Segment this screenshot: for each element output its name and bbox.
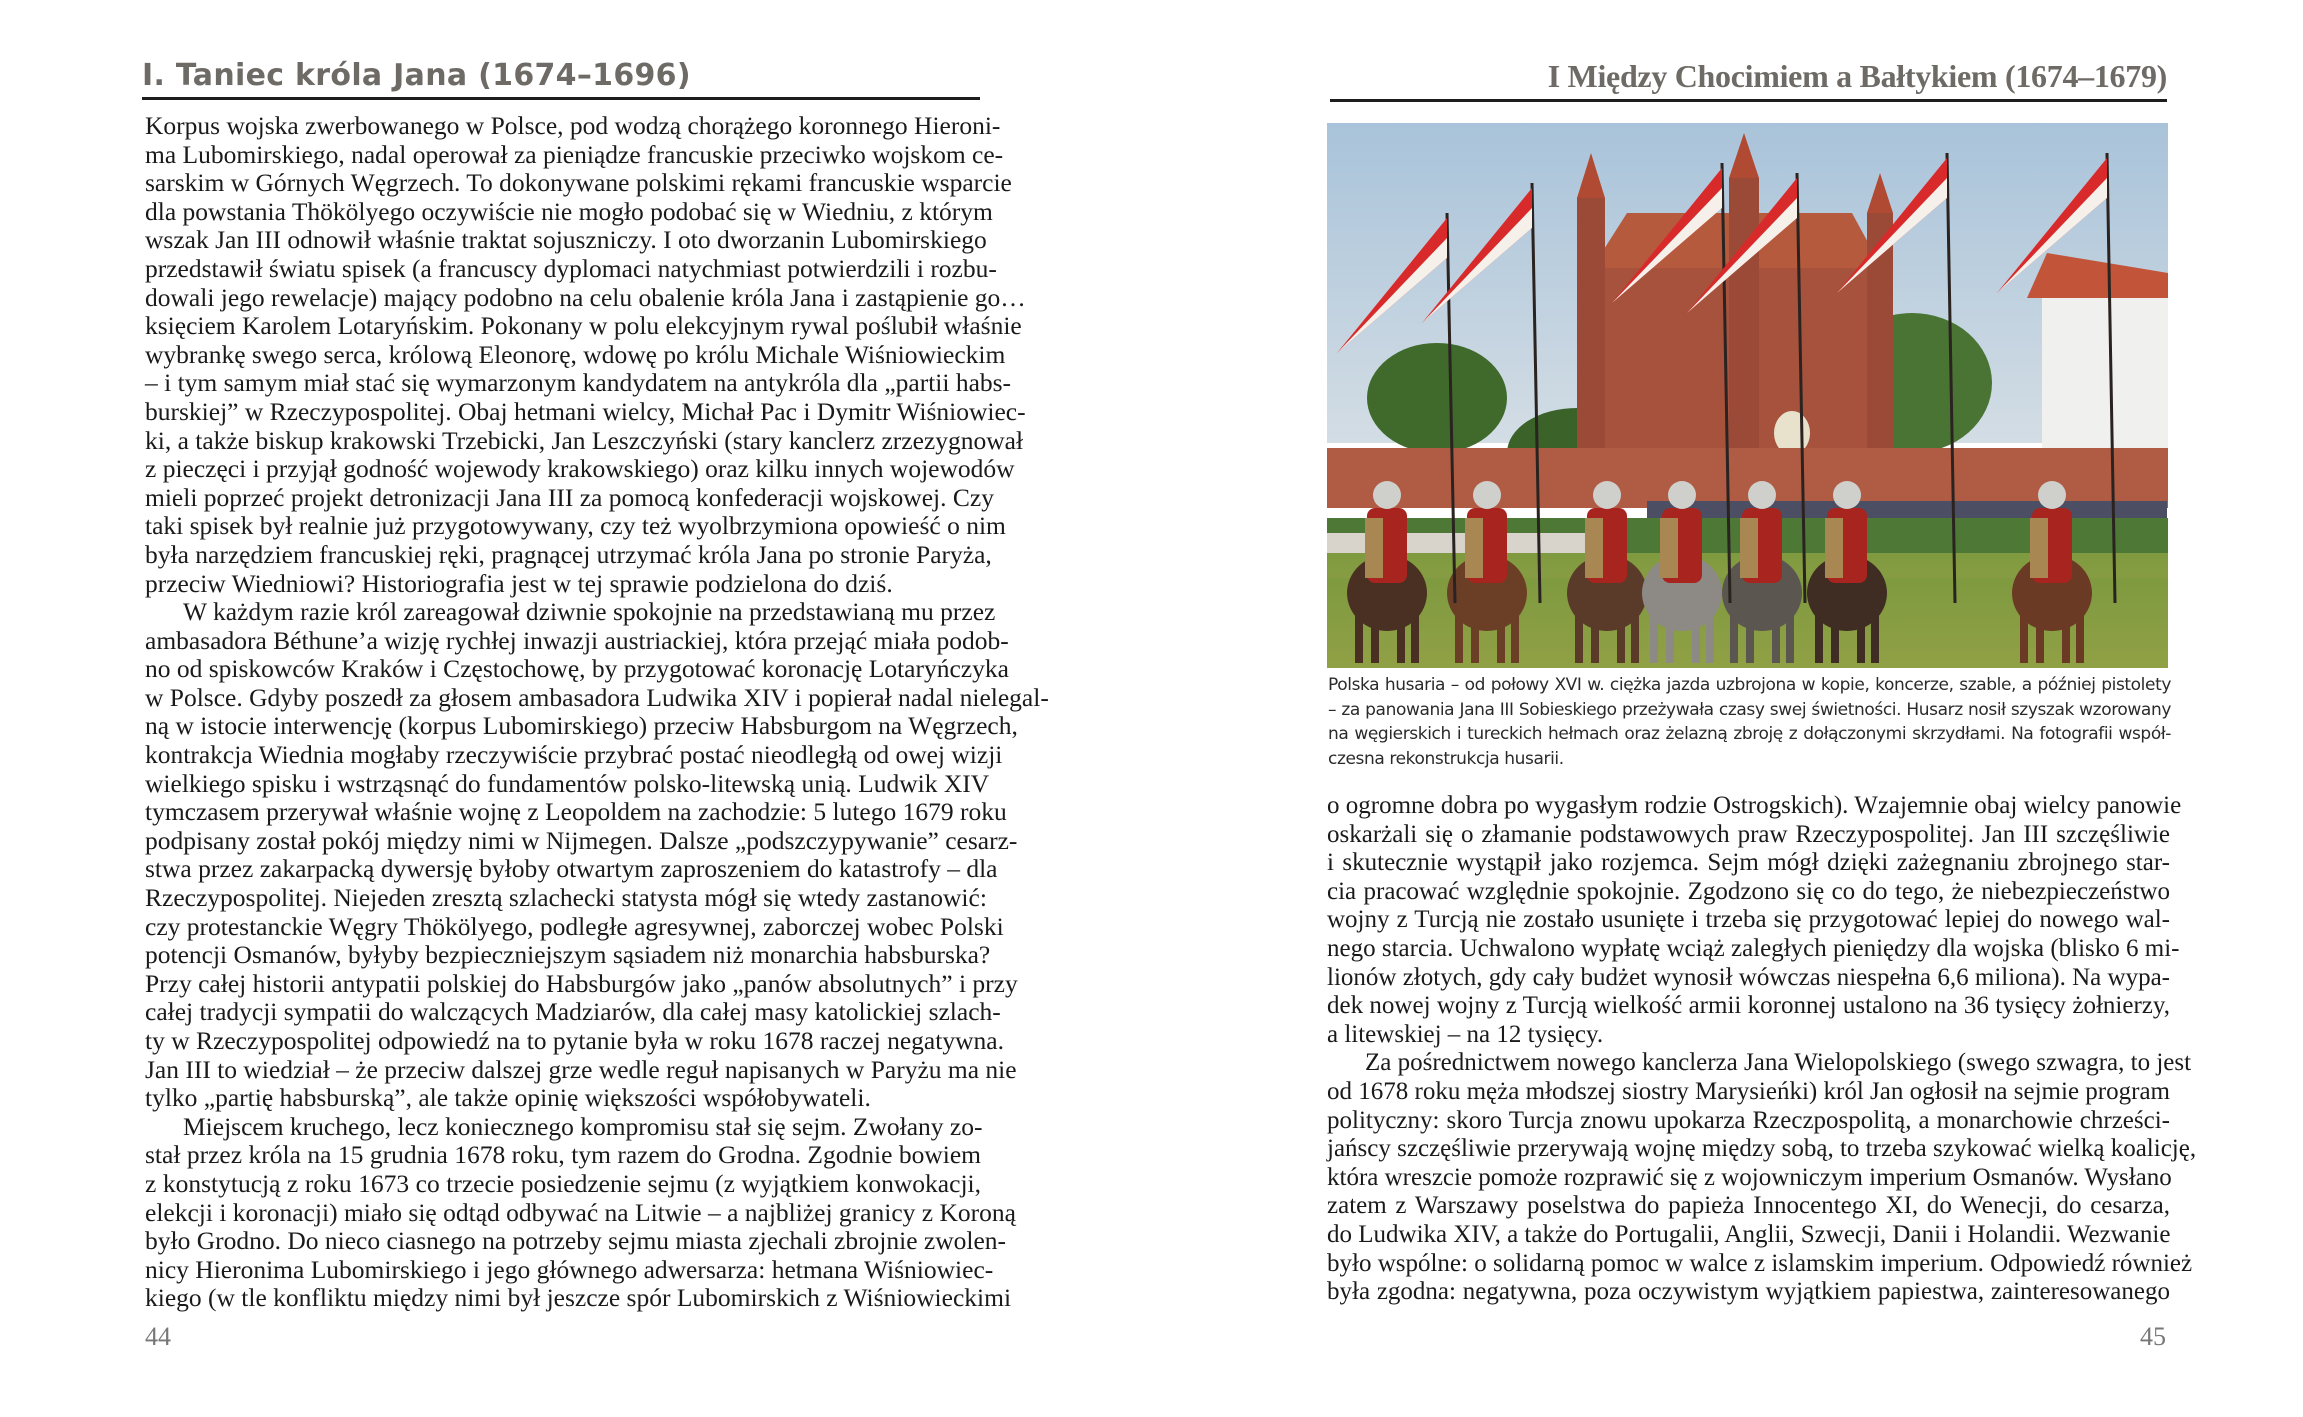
text-line: ambasadora Béthune’a wizję rychłej inwazji austriackiej, która przejąć miała podob- [145,625,1009,655]
text-line: dowali jego rewelacje) mający podobno na celu obalenie króla Jana i zastąpienie go… [145,282,1026,312]
caption-line: – za panowania Jana III Sobieskiego przeżywała czasy swej świetności. Husarz nosił szyszak wzorowany [1328,699,2171,720]
right-page [1150,0,2303,1417]
text-line: ną w istocie interwencję (korpus Lubomirskiego) przeciw Habsburgom na Węgrzech, [145,711,1018,741]
text-line: cia pracować względnie spokojnie. Zgodzono się co do tego, że niebezpieczeństwo [1327,877,2170,905]
text-line: polityczny: skoro Turcja znowu upokarza Rzeczpospolitą, a monarchowie chrześci- [1327,1106,2170,1134]
text-line: dla powstania Thökölyego oczywiście nie mogło podobać się w Wiedniu, z którym [145,196,993,226]
text-line: z pieczęci i przyjął godność wojewody krakowskiego) oraz kilku innych wojewodów [145,454,1015,484]
text-line: była zgodna: negatywna, poza oczywistym wyjątkiem papiestwa, zainteresowanego [1327,1278,2170,1306]
text-line: jańscy szczęśliwie przerywają wojnę między sobą, to trzeba szykować wielką koalicję, [1327,1135,2197,1163]
text-line: Za pośrednictwem nowego kanclerza Jana Wielopolskiego (swego szwagra, to jest [1365,1049,2192,1077]
text-line: lionów złotych, gdy cały budżet wynosił wówczas niespełna 6,6 miliona). Na wypa- [1327,963,2170,991]
caption-line: Polska husaria – od połowy XVI w. ciężka jazda uzbrojona w kopie, koncerze, szable, a później pistolety [1328,675,2171,695]
text-line: kontrakcja Wiednia mogłaby rzeczywiście przybrać postać nieodległą od owej wizji [145,740,1003,770]
text-line: a litewskiej – na 12 tysięcy. [1327,1020,1604,1048]
tree [1367,343,1507,453]
left-page [0,0,1150,1417]
text-line: tymczasem przerywał właśnie wojnę z Leopoldem na zachodzie: 5 lutego 1679 roku [145,797,1007,827]
text-line: do Ludwika XIV, a także do Portugalii, Anglii, Szwecji, Danii i Holandii. Wezwanie [1327,1220,2171,1248]
text-line: ki, a także biskup krakowski Trzebicki, Jan Leszczyński (stary kanclerz zrzezygnował [145,425,1024,455]
text-line: sarskim w Górnych Węgrzech. To dokonywane polskimi rękami francuskie wsparcie [145,168,1012,198]
caption-line: na węgierskich i tureckich hełmach oraz żelazną zbroję z dołączonymi skrzydłami. Na fotografii współ- [1328,724,2171,744]
page-number-right: 45 [2140,1322,2166,1351]
text-line: całej tradycji sympatii do walczących Madziarów, dla całej masy katolickiej szlach- [145,997,1001,1027]
text-line: wybrankę swego serca, królową Eleonorę, wdowę po królu Michale Wiśniowieckim [145,339,1006,369]
text-line: no od spiskowców Kraków i Częstochowę, by przygotować koronację Lotaryńczyka [145,654,1009,684]
text-line: w Polsce. Gdyby poszedł za głosem ambasadora Ludwika XIV i popierał nadal nielegal- [145,682,1049,712]
text-line: przeciw Wiedniowi? Historiografia jest w tej sprawie podzielona do dziś. [145,568,893,598]
crowd [1647,501,2167,519]
text-line: – i tym samym miał stać się wymarzonym kandydatem na antykróla dla „partii habs- [145,368,1012,398]
text-line: stwa przez zakarpacką dywersję byłoby otwartym zaproszeniem do katastrofy – dla [145,854,998,884]
text-line: W każdym razie król zareagował dziwnie spokojnie na przedstawianą mu przez [183,597,996,627]
text-line: Jan III to wiedział – że przeciw dalszej grze wedle reguł napisanych w Paryżu ma nie [145,1054,1017,1084]
white-building [2027,253,2168,468]
left-body-text [145,111,1049,1313]
text-line: od 1678 roku męża młodszej siostry Marysieńki) król Jan ogłosił na sejmie program [1327,1077,2170,1105]
text-line: nego starcia. Uchwalono wypłatę wciąż zaległych pieniędzy dla wojska (blisko 6 mi- [1327,934,2180,962]
caption-line: czesna rekonstrukcja husarii. [1328,748,1564,769]
hussars-photo [1327,123,2168,668]
text-line: z konstytucją z roku 1673 co trzecie posiedzenie sejmu (z wyjątkiem konwokacji, [145,1168,981,1198]
text-line: było wspólne: o solidarną pomoc w walce z islamskim imperium. Odpowiedź również [1327,1249,2193,1277]
text-line: dek nowej wojny z Turcją wielkość armii koronnej ustalono na 36 tysięcy żołnierzy, [1327,992,2170,1020]
text-line: ma Lubomirskiego, nadal operował za pieniądze francuskie przeciwko wojskom ce- [145,139,1004,169]
text-line: taki spisek był realnie już przygotowywany, czy też wyolbrzymiona opowieść o nim [145,511,1006,541]
text-line: Miejscem kruchego, lecz koniecznego kompromisu stał się sejm. Zwołany zo- [183,1111,983,1141]
page-number-left: 44 [145,1322,171,1351]
right-body-text [1327,792,2197,1307]
text-line: elekcji i koronacji) miało się odtąd odbywać na Litwie – a najbliżej granicy z Koroną [145,1197,1016,1227]
text-line: Korpus wojska zwerbowanego w Polsce, pod wodzą chorążego koronnego Hieroni- [145,111,1001,140]
text-line: było Grodno. Do nieco ciasnego na potrzeby sejmu miasta zjechali zbrojnie zwolen- [145,1226,1007,1256]
text-line: przedstawił światu spisek (a francuscy dyplomaci natychmiast potwierdzili i rozbu- [145,253,997,283]
text-line: wielkiego spisku i wstrząsnąć do fundamentów polsko-litewską unią. Ludwik XIV [145,768,990,798]
text-line: kiego (w tle konfliktu między nimi był jeszcze spór Lubomirskich z Wiśniowieckimi [145,1283,1012,1313]
running-head-right: I Między Chocimiem a Bałtykiem (1674–1679) [1330,58,2167,102]
text-line: ty w Rzeczypospolitej odpowiedź na to pytanie była w roku 1678 raczej negatywna. [145,1026,1004,1055]
photo-illustration [1327,123,2168,668]
text-line: wszak Jan III odnowił właśnie traktat sojuszniczy. I oto dworzanin Lubomirskiego [145,225,987,255]
text-line: wojny z Turcją nie zostało usunięte i trzeba się przygotować lepiej do nowego wal- [1327,906,2170,934]
running-head-left: I. Taniec króla Jana (1674–1696) [142,58,980,100]
text-line: nicy Hieronima Lubomirskiego i jego głównego adwersarza: hetmana Wiśniowiec- [145,1254,994,1284]
text-line: stał przez króla na 15 grudnia 1678 roku, tym razem do Grodna. Zgodnie bowiem [145,1140,981,1170]
text-line: podpisany został pokój między nimi w Nijmegen. Dalsze „podszczypywanie” cesarz- [145,825,1018,855]
text-line: burskiej” w Rzeczypospolitej. Obaj hetmani wielcy, Michał Pac i Dymitr Wiśniowiec- [145,396,1026,426]
text-line: Przy całej historii antypatii polskiej do Habsburgów jako „panów absolutnych” i przy [145,968,1018,998]
text-line: księciem Karolem Lotaryńskim. Pokonany w polu elekcyjnym rywal poślubił właśnie [145,311,1022,341]
text-line: tylko „partię habsburską”, ale także opinię większości współobywateli. [145,1083,871,1113]
text-line: i skutecznie wystąpił jako rozjemca. Sejm mógł dzięki zażegnaniu zbrojnego star- [1327,849,2170,877]
text-line: o ogromne dobra po wygasłym rodzie Ostrogskich). Wzajemnie obaj wielcy panowie [1327,792,2182,819]
text-line: potencji Osmanów, byłyby bezpieczniejszym sąsiadem niż monarchia habsburska? [145,940,991,970]
text-line: Rzeczypospolitej. Niejeden zresztą szlachecki statysta mógł się wtedy zastanowić: [145,883,987,913]
text-line: zatem z Warszawy poselstwa do papieża Innocentego XI, do Wenecji, do cesarza, [1327,1192,2170,1220]
text-line: była narzędziem francuskiej ręki, pragnącej utrzymać króla Jana po stronie Paryża, [145,539,992,569]
text-line: która wreszcie pomoże rozprawić się z wojowniczym imperium Osmanów. Wysłano [1327,1163,2172,1191]
photo-caption [1328,673,2171,771]
text-line: czy protestanckie Węgry Thökölyego, podległe agresywnej, zaborczej wobec Polski [145,911,1004,941]
text-line: oskarżali się o złamanie podstawowych praw Rzeczypospolitej. Jan III szczęśliwie [1327,820,2170,848]
text-line: mieli poprzeć projekt detronizacji Jana III za pomocą konfederacji wojskowej. Czy [145,482,994,512]
